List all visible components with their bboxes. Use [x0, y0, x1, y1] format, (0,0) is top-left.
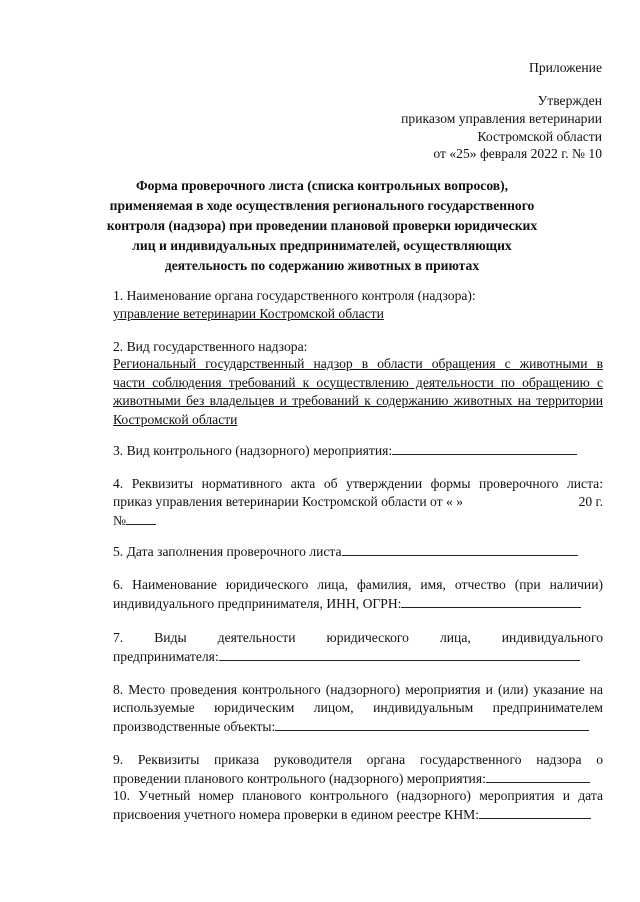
item-8-blank[interactable] [275, 717, 589, 731]
item-5-blank[interactable] [342, 542, 578, 556]
item-4-year: 20 г. [578, 494, 603, 509]
item-1-value: управление ветеринарии Костромской области [113, 306, 384, 321]
item-8-row-3 [113, 717, 589, 736]
title-line: Форма проверочного листа (списка контрольных вопросов), [135, 178, 509, 193]
item-7-blank[interactable] [219, 647, 580, 661]
item-8-line-2: используемые юридическим лицом, индивидуальным предпринимателем [113, 700, 603, 715]
order-line-2: Костромской области [477, 129, 602, 144]
item-1-label: 1. Наименование органа государственного контроля (надзора): [113, 288, 476, 303]
approved-label: Утвержден [537, 93, 602, 108]
item-4-number-sign: № [113, 513, 126, 528]
item-7-line-1: 7. Виды деятельности юридического лица, индивидуального [113, 630, 603, 645]
item-2-value-line: Региональный государственный надзор в области обращения с животными в [113, 356, 603, 371]
title-line: контроля (надзора) при проведении плановой проверки юридических [106, 218, 538, 233]
item-6-line-1: 6. Наименование юридического лица, фамилия, имя, отчество (при наличии) [113, 577, 603, 592]
item-3-row [113, 441, 577, 460]
order-line-3: от «25» февраля 2022 г. № 10 [433, 146, 602, 161]
item-7-row-2 [113, 647, 580, 666]
title-line: применяемая в ходе осуществления регионального государственного [109, 198, 535, 213]
item-8-label: производственные объекты: [113, 719, 276, 734]
form-title [80, 176, 564, 276]
item-7-label: предпринимателя: [113, 649, 219, 664]
item-2-value-line: животными без владельцев и требований к содержанию животных на территории [113, 393, 603, 408]
item-4-number-blank[interactable] [126, 511, 156, 525]
item-4-line-1: 4. Реквизиты нормативного акта об утверждении формы проверочного листа: [113, 476, 603, 491]
item-5-row [113, 542, 578, 561]
title-line: лиц и индивидуальных предпринимателей, осуществляющих [132, 238, 512, 253]
item-4-order-text: приказ управления ветеринарии Костромской области от « » [113, 494, 463, 509]
item-2-value-line: части соблюдения требований к осуществлению деятельности по обращению с [113, 374, 603, 390]
item-6-row-2 [113, 594, 581, 613]
item-9-line-1: 9. Реквизиты приказа руководителя органа государственного надзора о [113, 752, 603, 767]
item-10-blank[interactable] [479, 805, 591, 819]
item-9-label: проведении планового контрольного (надзорного) мероприятия: [113, 771, 486, 786]
item-2-value [113, 355, 603, 429]
item-3-label: 3. Вид контрольного (надзорного) мероприятия: [113, 443, 393, 458]
item-4-row-2 [113, 493, 603, 511]
item-4-row-3 [113, 511, 156, 530]
item-6-blank[interactable] [401, 594, 581, 608]
item-10-label: присвоения учетного номера проверки в едином реестре КНМ: [113, 807, 480, 822]
item-2-label: 2. Вид государственного надзора: [113, 339, 308, 354]
item-3-blank[interactable] [392, 441, 577, 455]
appendix-label: Приложение [529, 60, 602, 75]
item-5-label: 5. Дата заполнения проверочного листа [113, 544, 342, 559]
item-9-row-2 [113, 769, 590, 788]
title-line: деятельность по содержанию животных в приютах [164, 258, 480, 273]
item-9-blank[interactable] [486, 769, 590, 783]
order-line-1: приказом управления ветеринарии [401, 111, 602, 126]
item-10-row-2 [113, 805, 591, 824]
item-8-line-1: 8. Место проведения контрольного (надзорного) мероприятия и (или) указание на [113, 682, 603, 697]
item-6-label: индивидуального предпринимателя, ИНН, ОГРН: [113, 596, 402, 611]
item-10-line-1: 10. Учетный номер планового контрольного (надзорного) мероприятия и дата [113, 788, 603, 803]
item-2-value-line: Костромской области [113, 411, 238, 427]
